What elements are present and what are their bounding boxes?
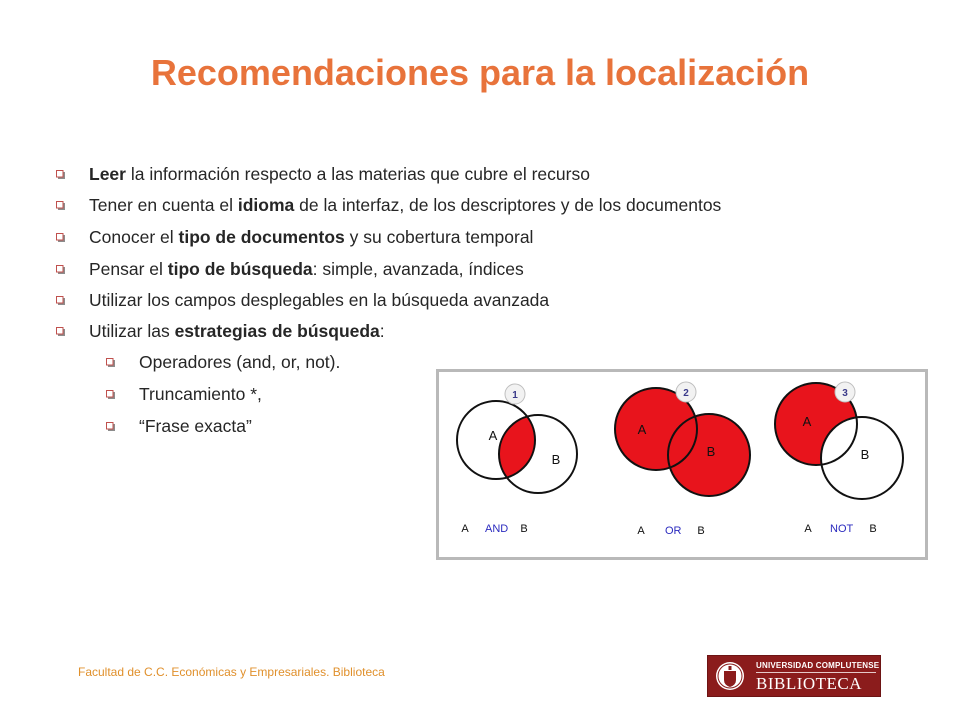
bullet-segment: de la interfaz, de los descriptores y de los documentos [294, 194, 722, 215]
venn-diagrams [439, 372, 925, 557]
sub-bullet-item [106, 380, 262, 408]
bullet-text [89, 195, 721, 216]
checkbox-bullet-icon [56, 233, 65, 242]
sub-bullet-item [106, 412, 252, 440]
sub-bullet-text: “Frase exacta” [139, 415, 252, 436]
bullet-segment: y su cobertura temporal [344, 226, 534, 247]
bullet-emphasis: tipo de búsqueda [167, 258, 313, 279]
bullet-segment: : [379, 320, 385, 341]
bullet-text [89, 259, 524, 280]
university-seal-icon [714, 660, 746, 692]
bullet-item [56, 317, 385, 345]
venn-diagram-or [615, 382, 750, 537]
checkbox-bullet-icon [106, 390, 115, 399]
bullet-emphasis: tipo de documentos [178, 226, 345, 247]
bullet-emphasis: Leer [89, 163, 126, 184]
venn-caption-b: B [520, 523, 528, 535]
venn-label-b: B [551, 452, 561, 467]
logo-university-name: UNIVERSIDAD COMPLUTENSE [756, 661, 880, 670]
venn-caption-a: A [637, 525, 645, 537]
logo-biblioteca: BIBLIOTECA [756, 674, 863, 693]
bullet-segment: la información respecto a las materias que cubre el recurso [125, 163, 590, 184]
venn-label-a: A [802, 414, 812, 429]
bullet-item [56, 191, 721, 219]
bullet-segment: Utilizar los campos desplegables en la búsqueda avanzada [89, 289, 550, 310]
venn-caption-operator: NOT [830, 523, 854, 535]
checkbox-bullet-icon [56, 170, 65, 179]
venn-label-b: B [706, 444, 716, 459]
venn-number-label: 2 [683, 388, 689, 399]
boolean-venn-figure [436, 369, 928, 560]
bullet-emphasis: estrategias de búsqueda [174, 320, 380, 341]
checkbox-bullet-icon [106, 358, 115, 367]
bullet-segment: Pensar el [89, 258, 168, 279]
bullet-text [89, 321, 385, 342]
venn-number-label: 1 [512, 390, 518, 401]
slide-title: Recomendaciones para la localización [150, 52, 810, 93]
venn-caption-b: B [869, 523, 877, 535]
bullet-item [56, 160, 590, 188]
venn-caption-operator: OR [665, 525, 682, 537]
venn-diagram-not [775, 382, 903, 535]
sub-bullet-text: Truncamiento *, [139, 383, 262, 404]
bullet-segment: : simple, avanzada, índices [312, 258, 524, 279]
venn-caption-a: A [461, 523, 469, 535]
venn-label-b: B [860, 447, 870, 462]
sub-bullet-item [106, 348, 340, 376]
bullet-item [56, 255, 524, 283]
bullet-text [89, 164, 590, 185]
sub-bullet-text: Operadores (and, or, not). [139, 351, 341, 372]
bullet-text [89, 227, 533, 248]
venn-number-label: 3 [842, 388, 848, 399]
bullet-segment: Utilizar las [89, 320, 175, 341]
checkbox-bullet-icon [56, 201, 65, 210]
checkbox-bullet-icon [106, 422, 115, 431]
library-logo [707, 655, 881, 697]
checkbox-bullet-icon [56, 265, 65, 274]
venn-label-a: A [637, 422, 647, 437]
checkbox-bullet-icon [56, 327, 65, 336]
bullet-segment: Conocer el [89, 226, 179, 247]
bullet-segment: Tener en cuenta el [89, 194, 238, 215]
venn-caption-operator: AND [485, 523, 509, 535]
logo-divider [756, 672, 876, 673]
bullet-item [56, 223, 533, 251]
bullet-emphasis: idioma [237, 194, 295, 215]
venn-label-a: A [488, 428, 498, 443]
venn-caption-b: B [697, 525, 705, 537]
venn-diagram-and [457, 384, 577, 535]
bullet-item [56, 286, 549, 314]
bullet-text [89, 290, 549, 311]
checkbox-bullet-icon [56, 296, 65, 305]
venn-caption-a: A [804, 523, 812, 535]
footer-text: Facultad de C.C. Económicas y Empresariales. Biblioteca [78, 665, 385, 679]
